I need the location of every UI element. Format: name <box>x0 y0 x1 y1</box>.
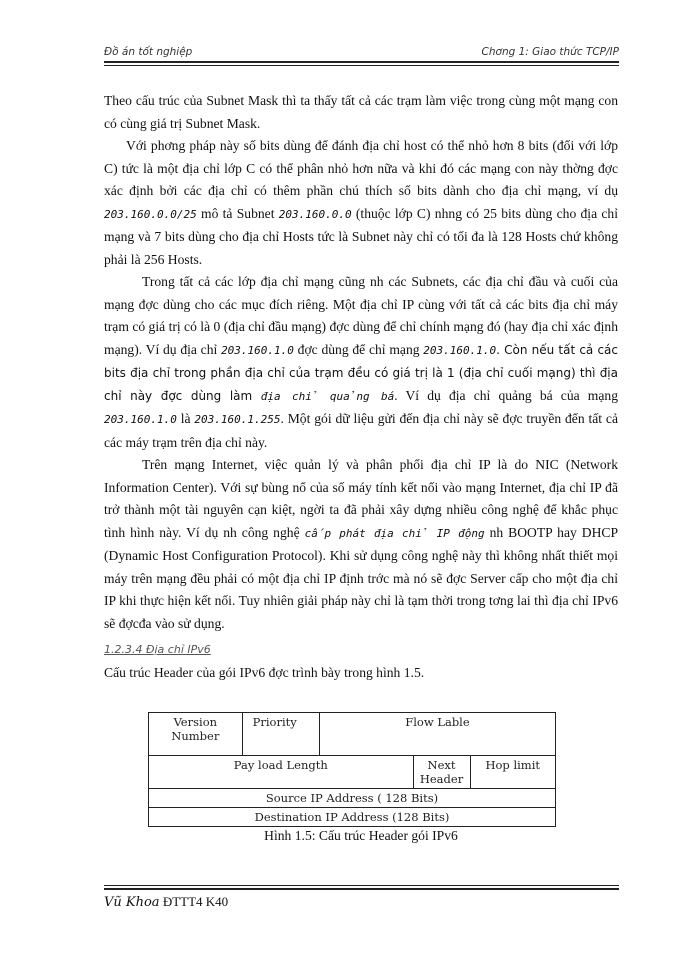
cell-payload-length: Pay load Length <box>149 756 414 789</box>
document-body <box>104 90 618 684</box>
footer-author: Vũ Khoa <box>104 895 160 910</box>
text: (thuộc lớp C) nhng có 25 bits dùng cho địa chỉ mạng và 7 bits dùng cho địa chỉ Hosts tức là Subnet này chỉ có tối đa là 128 Hosts chứ không phải là 256 Hosts. <box>104 205 618 267</box>
text: nh BOOTP hay DHCP (Dynamic Host Configuration Protocol). Khi sử dụng công nghệ này thì không nhất thiết mọi máy trên mạng đều phải có một địa chỉ IP định trớc mà nó sẽ đợc Server cấp cho một địa chỉ IP khi thực hiện kết nối. Tuy nhiên giải pháp này chỉ là tạm thời trong tơng lai thì địa chỉ IPv6 sẽ đợcđa vào sử dụng. <box>104 524 619 631</box>
cell-flow-label: Flow Lable <box>319 713 555 756</box>
text: là <box>176 411 195 426</box>
footer-class: ĐTTT4 K40 <box>162 894 229 909</box>
term: cấp phát địa chỉ IP động <box>304 526 485 540</box>
cell-source-address: Source IP Address ( 128 Bits) <box>149 789 556 808</box>
address: 203.160.1.0 <box>221 343 294 357</box>
text: đợc dùng để chỉ mạng <box>293 341 424 357</box>
address: 203.160.1.0 <box>423 343 497 357</box>
header-rule-thin <box>104 65 619 66</box>
footer-rule-thick <box>104 888 619 890</box>
footer-rule <box>104 885 619 886</box>
cell-version: Version Number <box>149 713 243 756</box>
paragraph-2 <box>104 135 618 271</box>
cell-next-header: Next Header <box>413 756 470 789</box>
header-left: Đồ án tốt nghiệp <box>104 46 193 58</box>
paragraph-4 <box>104 454 618 635</box>
text: Với phơng pháp này số bits dùng để đánh địa chỉ host có thể nhỏ hơn 8 bits (đối với lớp C) tức là một địa chỉ lớp C có thể phân nhỏ hơn nữa và khi đó các mạng con này thờng đợc xác định bởi các địa chỉ có thêm phần chú thích số bits dành cho địa chỉ mạng, ví dụ <box>104 138 618 198</box>
paragraph-1: Theo cấu trúc của Subnet Mask thì ta thấy tất cả các trạm làm việc trong cùng một mạng con có cùng giá trị Subnet Mask. <box>104 93 618 131</box>
table-row <box>149 713 556 756</box>
address: 203.160.0.0/25 <box>104 207 197 221</box>
table-row <box>149 808 556 827</box>
ipv6-header-table <box>148 712 556 827</box>
page-footer <box>104 885 619 910</box>
text: . Còn nếu tất cả các bits địa chỉ trong phần địa chỉ của trạm đều có giá trị là 1 (địa chỉ cuối mạng) thì địa chỉ này đợc dùng làm <box>104 342 618 403</box>
paragraph-3 <box>104 271 618 454</box>
cell-hop-limit: Hop limit <box>470 756 555 789</box>
page-header <box>104 40 619 66</box>
header-rule <box>104 61 619 63</box>
text: . Một gói dữ liệu gửi đến địa chỉ này sẽ đợc truyền đến tất cả các máy trạm trên địa chỉ này. <box>104 411 618 450</box>
cell-destination-address: Destination IP Address (128 Bits) <box>149 808 556 827</box>
table-row <box>149 789 556 808</box>
cell-priority: Priority <box>242 713 319 756</box>
text: mô tả Subnet <box>196 205 279 221</box>
table-row <box>149 756 556 789</box>
address: 203.160.0.0 <box>278 207 352 221</box>
footer-text <box>104 894 619 910</box>
term: địa chỉ quảng bá <box>260 389 395 403</box>
figure-caption: Hình 1.5: Cấu trúc Header gói IPv6 <box>264 828 458 843</box>
subheading: 1.2.3.4 Địa chỉ IPv6 <box>104 643 211 656</box>
address: 203.160.1.0 <box>104 413 177 426</box>
text: Trên mạng Internet, việc quản lý và phân phối địa chỉ IP là do NIC (Network Information Center). Với sự bùng nổ của số máy tính kết nối vào mạng Internet, địa chỉ IP đã trở thành một tài nguyên cạn kiệt, ngời ta đã phải xây dựng nhiều công nghệ để khắc phục tình hình này. Ví dụ nh công nghệ <box>104 457 618 540</box>
paragraph-5: Cấu trúc Header của gói IPv6 đợc trình bày trong hình 1.5. <box>104 664 425 680</box>
text: Trong tất cả các lớp địa chỉ mạng cũng nh các Subnets, các địa chỉ đầu và cuối của mạng đợc dùng cho các mục đích riêng. Một địa chỉ IP cùng với tất cả các bits địa chỉ máy trạm có giá trị có là 0 (địa chỉ đầu mạng) đợc dùng để chỉ chính mạng đó (hay địa chỉ xác định mạng). Ví dụ địa chỉ <box>104 274 618 357</box>
header-right: Chơng 1: Giao thức TCP/IP <box>481 46 619 58</box>
address: 203.160.1.255 <box>194 413 281 426</box>
text: . Ví dụ địa chỉ quảng bá của mạng <box>394 387 618 403</box>
